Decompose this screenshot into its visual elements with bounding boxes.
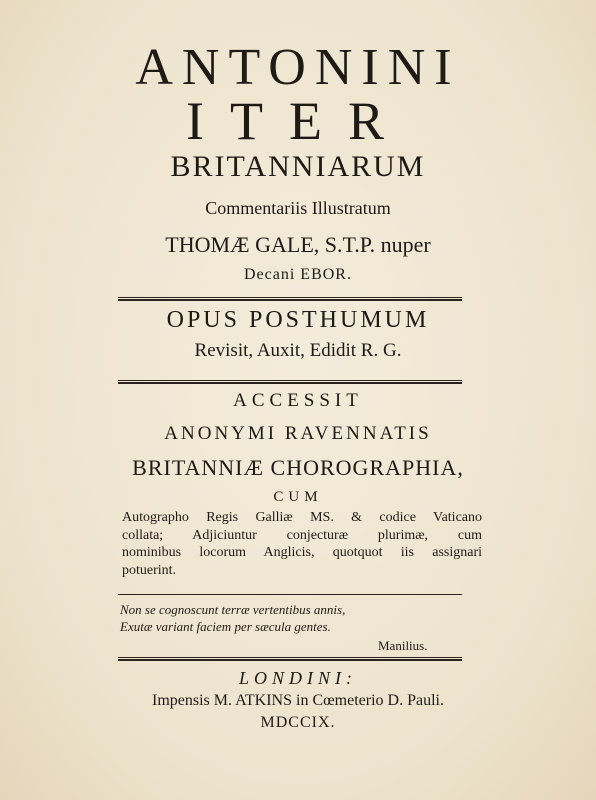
anonymi-ravennatis: ANONYMI RAVENNATIS <box>164 423 432 444</box>
cum: CUM <box>273 489 323 505</box>
divider-4 <box>118 657 462 661</box>
epigraph-line: Non se cognoscunt terræ vertentibus annis, <box>120 602 346 617</box>
author-line: THOMÆ GALE, S.T.P. nuper <box>165 232 431 257</box>
imprint-year: MDCCIX. <box>260 714 336 731</box>
epigraph-line: Exutæ variant faciem per sæcula gentes. <box>120 619 331 634</box>
subtitle: Commentariis Illustratum <box>205 198 391 218</box>
paragraph-line: potuerint. <box>122 562 177 578</box>
title-iter: ITER <box>186 91 410 151</box>
divider-2 <box>118 380 462 384</box>
epigraph <box>120 601 436 635</box>
imprint-city: LONDINI: <box>238 668 357 688</box>
opus-posthumum: OPUS POSTHUMUM <box>166 307 430 333</box>
imprint-publisher: Impensis M. ATKINS in Cœmeterio D. Pauli. <box>152 692 444 709</box>
epigraph-author: Manilius. <box>378 638 428 653</box>
editor-line: Revisit, Auxit, Edidit R. G. <box>194 340 402 361</box>
description-paragraph <box>122 509 482 579</box>
accessit: ACCESSIT <box>233 390 363 411</box>
paragraph-line: collata; Adjiciuntur conjecturæ plurimæ, cum <box>122 527 482 543</box>
britanniae-chorographia: BRITANNIÆ CHOROGRAPHIA, <box>132 455 464 480</box>
paragraph-line: nominibus locorum Anglicis, quotquot iis assignari <box>122 545 482 560</box>
title-antonini: ANTONINI <box>135 39 461 96</box>
paragraph-line: Autographo Regis Galliæ MS. & codice Vaticano <box>122 510 482 525</box>
divider-3 <box>118 594 462 595</box>
title-britanniarum: BRITANNIARUM <box>170 150 426 183</box>
divider-1 <box>118 297 462 301</box>
author-title: Decani EBOR. <box>244 266 352 283</box>
